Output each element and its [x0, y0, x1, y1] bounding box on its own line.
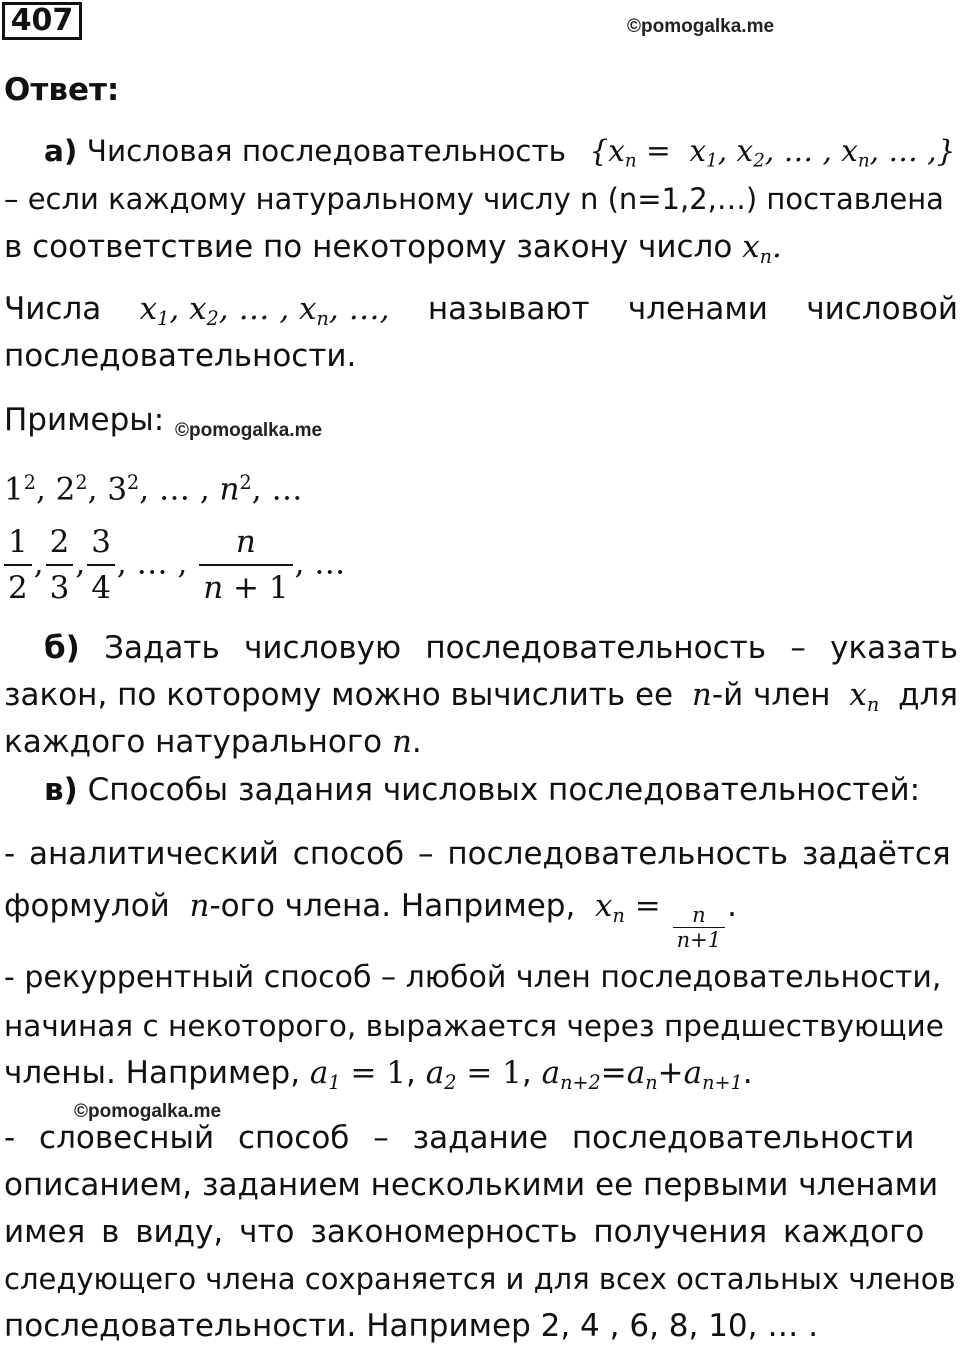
part-c-label: в) [44, 772, 78, 808]
recurrent-line-1: - рекуррентный способ – любой член последовательности, [4, 960, 942, 995]
analytic-line-1: - аналитический способ – последовательность задаётся [4, 836, 951, 872]
xn-term: $x_n$ [849, 677, 880, 716]
answer-label: Ответ: [4, 72, 120, 108]
members-line-2: последовательности. [4, 338, 357, 374]
part-b-label: б) [44, 630, 80, 666]
members-formula: $x_1$, $x_2$, … , $x_n$, …, [139, 291, 390, 330]
verbal-line-1: - словесный способ – задание последовательности [4, 1120, 915, 1156]
verbal-line-4: следующего члена сохраняется и для всех остальных членов [4, 1262, 956, 1296]
definition-line-3: в соответствие по некоторому закону число $x_n$. [4, 229, 782, 268]
problem-number-badge: 407 [2, 2, 82, 40]
watermark-middle: ©pomogalka.me [175, 420, 323, 441]
recurrent-line-2: начиная с некоторого, выражается через предшествующие [4, 1009, 944, 1043]
verbal-line-2: описанием, заданием несколькими ее первыми членами [4, 1167, 939, 1203]
part-b-line-1: б) Задать числовую последовательность – указать [44, 630, 958, 666]
definition-line-1 [44, 131, 955, 181]
recurrent-line-3: члены. Например, $a_1 = 1$, $a_2 = 1$, $a_{n+2}=a_n+a_{n+1}$. [4, 1055, 753, 1094]
examples-label: Примеры: [4, 402, 165, 438]
members-line-1: Числа $x_1$, $x_2$, … , $x_n$, …, называют членами числовой [4, 289, 958, 339]
example-squares: $1^2$, $2^2$, $3^2$, … , $n^2$, … [4, 471, 303, 508]
watermark-bottom: ©pomogalka.me [74, 1101, 222, 1122]
example-fractions: $\frac{1}{2}$ , $\frac{2}{3}$ , $\frac{3}{4}$ , … , $\frac{n}{n + 1}$ , … [2, 520, 345, 610]
sequence-formula: {$x_n = x_1$, $x_2$, … , $x_n$, … ,} [589, 134, 956, 172]
part-a-label: а) [44, 134, 78, 168]
part-b-line-2: закон, по которому можно вычислить ее n-й член $x_n$ для [4, 675, 958, 725]
definition-text: Числовая последовательность [86, 134, 567, 168]
verbal-line-5: последовательности. Например 2, 4 , 6, 8, 10, … . [4, 1308, 819, 1344]
verbal-line-3: имея в виду, что закономерность получения каждого [4, 1214, 925, 1250]
definition-line-2: – если каждому натуральному числу n (n=1,2,…) поставлена [4, 182, 944, 216]
xn-term: $x_n$. [742, 229, 782, 268]
part-c-title: в) Способы задания числовых последовательностей: [44, 772, 921, 808]
analytic-line-2: формулой n-ого члена. Например, $x_n$ = $\frac{n}{n+1}$ . [4, 888, 737, 952]
watermark-top: ©pomogalka.me [627, 16, 775, 37]
part-b-line-3: каждого натурального n. [4, 724, 422, 760]
